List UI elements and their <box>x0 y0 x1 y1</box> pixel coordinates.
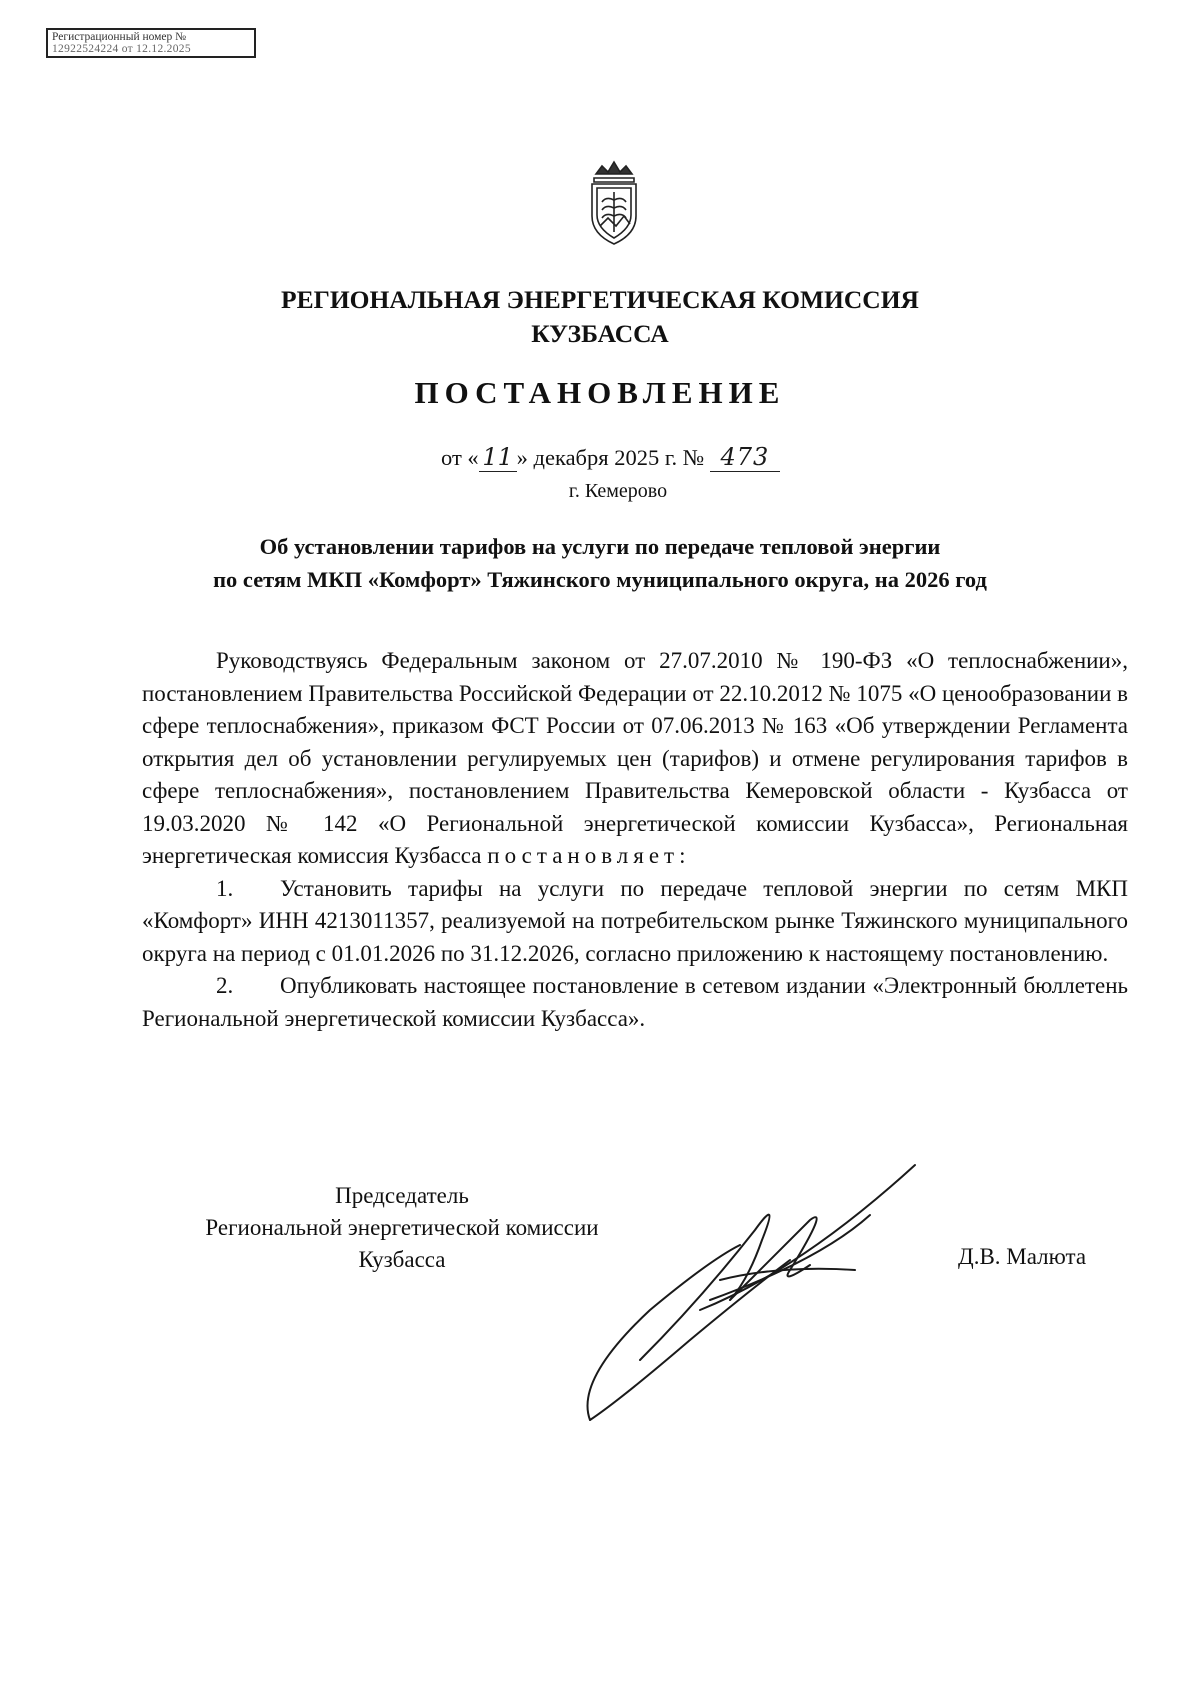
signatory-name: Д.В. Малюта <box>958 1244 1087 1269</box>
date-prefix: от « <box>441 445 479 470</box>
preamble-paragraph <box>142 645 1128 873</box>
decree-word: постановляет: <box>487 843 691 868</box>
document-subject <box>0 530 1200 596</box>
date-line <box>441 443 780 472</box>
registration-stamp <box>46 28 256 58</box>
document-type: ПОСТАНОВЛЕНИЕ <box>414 375 786 410</box>
city: г. Кемерово <box>568 480 668 502</box>
item-number: 1. <box>216 875 234 901</box>
preamble-text: Руководствуясь Федеральным законом от 27.07.2010 № 190-ФЗ «О теплоснабжении», постановлением Правительства Российской Федерации от 22.10.2012 № 1075 «О ценообразовании в сфере теплоснабжения», приказом ФСТ России от 07.06.2013 № 163 «Об утверждении Регламента открытия дел об установлении регулируемых цен (тарифов) и отмене регулирования тарифов в сфере теплоснабжения», постановлением Правительства Кемеровской области - Кузбасса от 19.03.2020 № 142 «О Региональной энергетической комиссии Кузбасса», Региональная энергетическая комиссия Кузбасса <box>142 648 1128 868</box>
signatory-title-line-1: Председатель <box>335 1183 469 1208</box>
organization-line-1: РЕГИОНАЛЬНАЯ ЭНЕРГЕТИЧЕСКАЯ КОМИССИЯ <box>281 285 919 314</box>
subject-line-1: Об установлении тарифов на услуги по передаче тепловой энергии <box>259 534 941 559</box>
registration-number: 12922524224 от 12.12.2025 <box>52 43 191 55</box>
item-text: Опубликовать настоящее постановление в сетевом издании «Электронный бюллетень Региональной энергетической комиссии Кузбасса». <box>142 973 1128 1031</box>
list-item <box>142 873 1128 971</box>
date-month-year: » декабря 2025 г. № <box>516 445 705 470</box>
handwritten-day: 11 <box>479 443 517 472</box>
signatory-title-line-2: Региональной энергетической комиссии <box>205 1215 599 1240</box>
kuzbass-coat-of-arms-icon <box>586 160 642 246</box>
registration-label: Регистрационный номер № <box>52 31 187 43</box>
item-number: 2. <box>216 973 234 998</box>
document-body <box>142 645 1128 1035</box>
organization-line-2: КУЗБАССА <box>531 319 669 348</box>
handwritten-document-number: 473 <box>710 443 780 472</box>
list-item <box>142 970 1128 1035</box>
signatory-title-line-3: Кузбасса <box>358 1247 446 1272</box>
item-text: Установить тарифы на услуги по передаче тепловой энергии по сетям МКП «Комфорт» ИНН 4213011357, реализуемой на потребительском рынке Тяжинского муниципального округа на период с 01.01.2026 по 31.12.2026, согласно приложению к настоящему постановлению. <box>142 875 1128 966</box>
subject-line-2: по сетям МКП «Комфорт» Тяжинского муниципального округа, на 2026 год <box>213 567 987 592</box>
handwritten-signature <box>580 1150 1000 1430</box>
organization-name <box>0 283 1200 351</box>
